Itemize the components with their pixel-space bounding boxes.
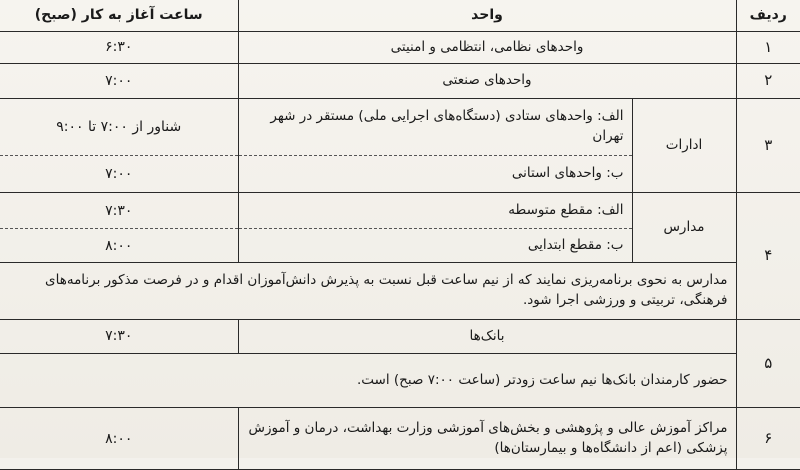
start-time: ۸:۰۰	[0, 228, 238, 262]
unit-cell: واحدهای صنعتی	[238, 64, 736, 98]
note-cell: حضور کارمندان بانک‌ها نیم ساعت زودتر (ساعت ۷:۰۰ صبح) است.	[0, 354, 736, 408]
start-time: ۷:۰۰	[0, 64, 238, 98]
start-time: ۶:۳۰	[0, 31, 238, 63]
unit-cell: مراکز آموزش عالی و پژوهشی و بخش‌های آموزشی وزارت بهداشت، درمان و آموزش پزشکی (اعم از دانشگاه‌ها و بیمارستان‌ها)	[238, 408, 736, 470]
sub-unit-cell: ب: واحدهای استانی	[238, 155, 632, 193]
sub-unit-cell: الف: واحدهای ستادی (دستگاه‌های اجرایی ملی) مستقر در شهر تهران	[238, 98, 632, 155]
group-label: مدارس	[632, 193, 736, 263]
row-number: ۶	[736, 408, 800, 470]
start-time: ۷:۳۰	[0, 319, 238, 353]
table-row	[0, 319, 800, 353]
unit-cell: واحدهای نظامی، انتظامی و امنیتی	[238, 31, 736, 63]
unit-cell: بانک‌ها	[238, 319, 736, 353]
note-cell: مدارس به نحوی برنامه‌ریزی نمایند که از نیم ساعت قبل نسبت به پذیرش دانش‌آموزان اقدام و در فرصت مذکور برنامه‌های فرهنگی، تربیتی و ورزشی اجرا شود.	[0, 263, 736, 319]
table-row	[0, 354, 800, 408]
row-number: ۲	[736, 64, 800, 98]
sub-unit-cell: ب: مقطع ابتدایی	[238, 228, 632, 262]
header-row-number: ردیف	[736, 0, 800, 31]
table-row	[0, 64, 800, 98]
start-time: ۷:۰۰	[0, 155, 238, 193]
row-number: ۱	[736, 31, 800, 63]
table-row	[0, 98, 800, 155]
row-number: ۵	[736, 319, 800, 408]
header-row	[0, 0, 800, 31]
row-number: ۴	[736, 193, 800, 319]
table-row	[0, 193, 800, 228]
sub-unit-cell: الف: مقطع متوسطه	[238, 193, 632, 228]
header-start-time: ساعت آغاز به کار (صبح)	[0, 0, 238, 31]
table-row	[0, 408, 800, 470]
start-time: ۸:۰۰	[0, 408, 238, 470]
table-row	[0, 31, 800, 63]
group-label: ادارات	[632, 98, 736, 193]
start-time: شناور از ۷:۰۰ تا ۹:۰۰	[0, 98, 238, 155]
start-time: ۷:۳۰	[0, 193, 238, 228]
row-number: ۳	[736, 98, 800, 193]
table-row	[0, 263, 800, 319]
header-unit: واحد	[238, 0, 736, 31]
